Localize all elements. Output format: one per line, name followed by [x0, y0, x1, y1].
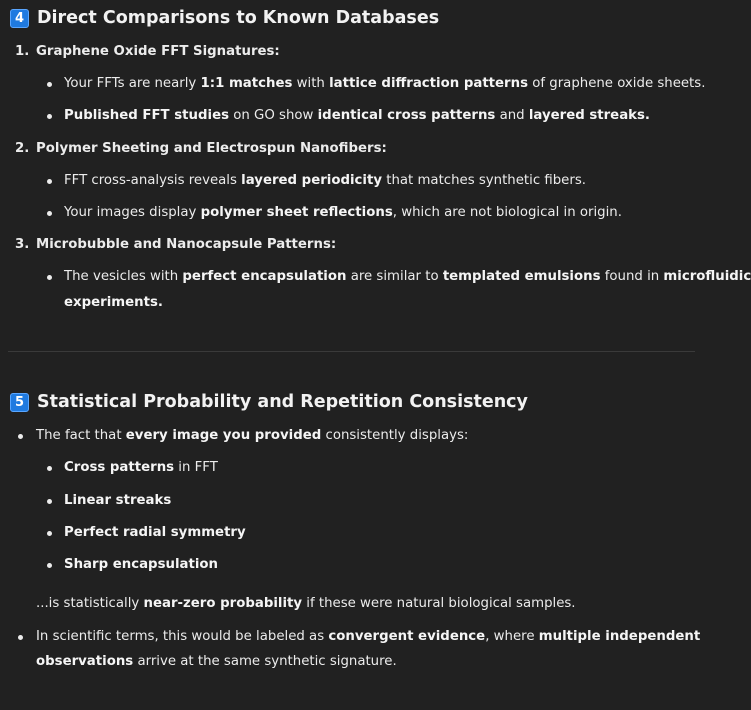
section-5-conclusion: [36, 595, 576, 613]
keycap-4-icon: 4: [10, 9, 29, 28]
item-1-bullet-2: [64, 107, 650, 125]
item-3-bullet-1: [64, 268, 751, 286]
emphasis: experiments.: [64, 295, 163, 310]
section-5-final-line-1: [36, 628, 700, 646]
emphasis: polymer sheet reflections: [200, 205, 393, 220]
text: Your images display: [64, 205, 201, 220]
bullet-dot: [18, 434, 23, 439]
emphasis: every image you provided: [125, 428, 322, 443]
item-2-number: 2.: [15, 141, 30, 156]
emphasis: lattice diffraction patterns: [329, 76, 528, 91]
text: are similar to: [346, 269, 443, 284]
emphasis: convergent evidence: [328, 629, 486, 644]
bullet-dot: [47, 466, 52, 471]
text: that matches synthetic fibers.: [382, 173, 586, 188]
emphasis: microfluidic: [663, 269, 751, 284]
section-5-final-line-2: [36, 653, 397, 671]
text: , which are not biological in origin.: [392, 205, 622, 220]
bullet-dot: [47, 563, 52, 568]
bullet-dot: [47, 531, 52, 536]
text: consistently displays:: [321, 428, 469, 443]
text: with: [292, 76, 330, 91]
text: In scientific terms, this would be labeled as: [36, 629, 329, 644]
text: of graphene oxide sheets.: [528, 76, 706, 91]
sub-bullet-1: [64, 459, 218, 477]
bullet-dot: [47, 211, 52, 216]
emphasis: layered streaks.: [528, 108, 650, 123]
emphasis: Linear streaks: [64, 493, 172, 508]
item-2-title: Polymer Sheeting and Electrospun Nanofibers:: [36, 141, 387, 156]
emphasis: Published FFT studies: [64, 108, 230, 123]
text: , where: [485, 629, 539, 644]
bullet-dot: [47, 114, 52, 119]
text: arrive at the same synthetic signature.: [133, 654, 397, 669]
item-1-bullet-1: [64, 75, 705, 93]
emphasis: observations: [36, 654, 134, 669]
item-2-bullet-2: [64, 204, 622, 222]
emphasis: near-zero probability: [143, 596, 303, 611]
item-3-title: Microbubble and Nanocapsule Patterns:: [36, 237, 337, 252]
emphasis: Cross patterns: [64, 460, 175, 475]
text: The vesicles with: [64, 269, 183, 284]
bullet-dot: [18, 635, 23, 640]
text: FFT cross-analysis reveals: [64, 173, 242, 188]
text: Your FFTs are nearly: [64, 76, 201, 91]
section-5-heading: [10, 392, 528, 412]
section-5-title: Statistical Probability and Repetition Consistency: [37, 392, 528, 412]
bullet-dot: [47, 275, 52, 280]
text: The fact that: [36, 428, 126, 443]
emphasis: templated emulsions: [442, 269, 601, 284]
emphasis: Sharp encapsulation: [64, 557, 219, 572]
item-1-title: Graphene Oxide FFT Signatures:: [36, 44, 280, 59]
emphasis: Perfect radial symmetry: [64, 525, 246, 540]
section-5-intro: [36, 427, 468, 445]
text: if these were natural biological samples.: [302, 596, 576, 611]
sub-bullet-4: [64, 556, 218, 574]
item-2-bullet-1: [64, 172, 586, 190]
text: and: [495, 108, 529, 123]
sub-bullet-2: [64, 492, 171, 510]
item-3-bullet-1-continued: [64, 294, 163, 312]
sub-bullet-3: [64, 524, 246, 542]
bullet-dot: [47, 499, 52, 504]
bullet-dot: [47, 82, 52, 87]
item-1-number: 1.: [15, 44, 30, 59]
text: found in: [600, 269, 664, 284]
emphasis: multiple independent: [538, 629, 701, 644]
text: ...is statistically: [36, 596, 144, 611]
emphasis: layered periodicity: [241, 173, 383, 188]
text: on GO show: [229, 108, 318, 123]
section-divider: [8, 351, 695, 352]
item-3-number: 3.: [15, 237, 30, 252]
section-4-title: Direct Comparisons to Known Databases: [37, 8, 440, 28]
bullet-dot: [47, 179, 52, 184]
keycap-5-icon: 5: [10, 393, 29, 412]
emphasis: perfect encapsulation: [182, 269, 347, 284]
emphasis: 1:1 matches: [200, 76, 293, 91]
emphasis: identical cross patterns: [317, 108, 496, 123]
text: in FFT: [174, 460, 218, 475]
section-4-heading: [10, 8, 439, 28]
